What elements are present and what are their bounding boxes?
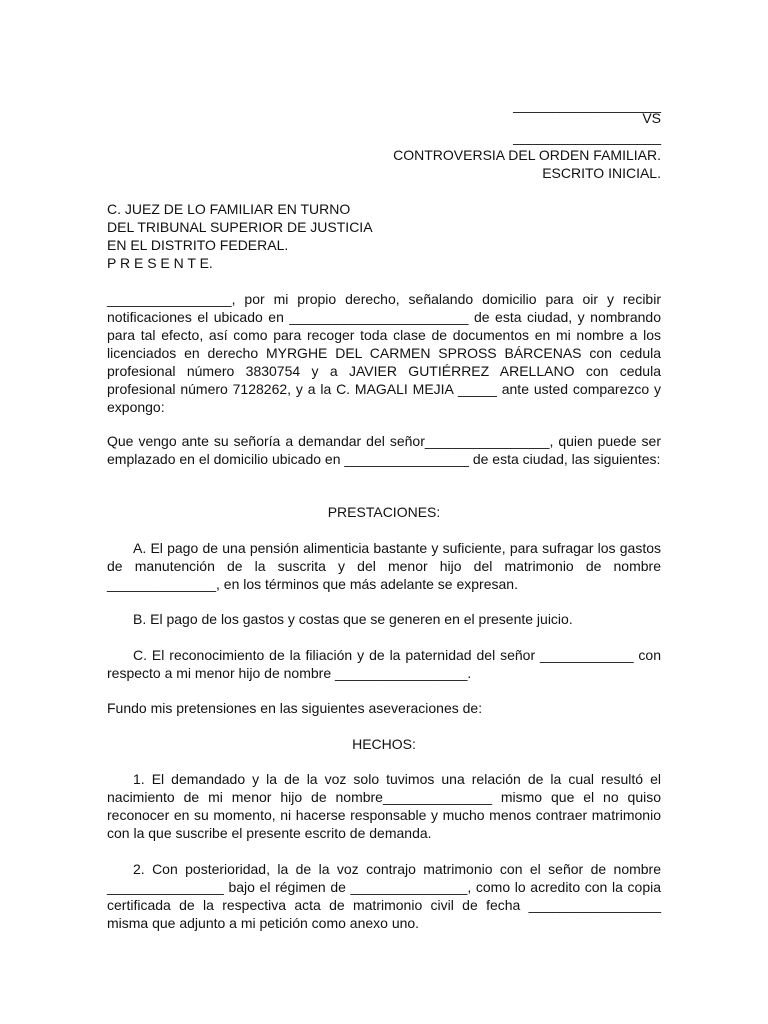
document-type: ESCRITO INICIAL. [542,165,661,181]
prestacion-a: A. El pago de una pensión alimenticia bastante y suficiente, para sufragar los gastos de manutención de la suscrita y del menor hijo del matrimonio de nombre ______________, en los términos que más adelante se expresan. [107,540,661,592]
addressee-line-3: EN EL DISTRITO FEDERAL. [107,237,289,253]
addressee-line-2: DEL TRIBUNAL SUPERIOR DE JUSTICIA [107,219,373,235]
prestacion-b: B. El pago de los gastos y costas que se generen en el presente juicio. [133,611,573,627]
proceeding-title: CONTROVERSIA DEL ORDEN FAMILIAR. [393,147,661,163]
addressee-line-1: C. JUEZ DE LO FAMILIAR EN TURNO [107,201,351,217]
intro-paragraph: ________________, por mi propio derecho, señalando domicilio para oir y recibir notificaciones el ubicado en _______________________ de esta ciudad, y nombrando para tal efecto, así como para recoger toda clase de documentos en mi nombre a los licenciados en derecho MYRGHE DEL CARMEN SPROSS BÁRCENAS con cedula profesional número 3830754 y a JAVIER GUTIÉRREZ ARELLANO con cedula profesional número 7128262, y a la C. MAGALI MEJIA _____ ante usted comparezco y expongo: [107,291,661,415]
prestacion-c: C. El reconocimiento de la filiación y de la paternidad del señor ____________ con respecto a mi menor hijo de nombre _________________. [107,647,661,681]
addressee-line-4: P R E S E N T E. [107,255,213,271]
versus-label: VS [642,110,661,126]
defendant-blank: ___________________ [513,129,661,145]
prestaciones-heading: PRESTACIONES: [327,504,441,520]
hecho-1: 1. El demandado y la de la voz solo tuvimos una relación de la cual resultó el nacimiento de mi menor hijo de nombre______________ mismo que el no quiso reconocer en su momento, ni hacerse responsable y mucho menos contraer matrimonio con la que suscribe el presente escrito de demanda. [107,771,661,841]
hechos-heading: HECHOS: [352,736,416,752]
plaintiff-blank: ___________________ [513,97,661,113]
fundo-paragraph: Fundo mis pretensiones en las siguientes aseveraciones de: [107,700,483,716]
demand-paragraph: Que vengo ante su señoría a demandar del señor________________, quien puede ser emplazado en el domicilio ubicado en ________________ de esta ciudad, las siguientes: [107,433,661,467]
hecho-2: 2. Con posterioridad, la de la voz contrajo matrimonio con el señor de nombre _______________ bajo el régimen de _______________, como lo acredito con la copia certificada de la respectiva acta de matrimonio civil de fecha _________________ misma que adjunto a mi petición como anexo uno. [107,861,661,931]
